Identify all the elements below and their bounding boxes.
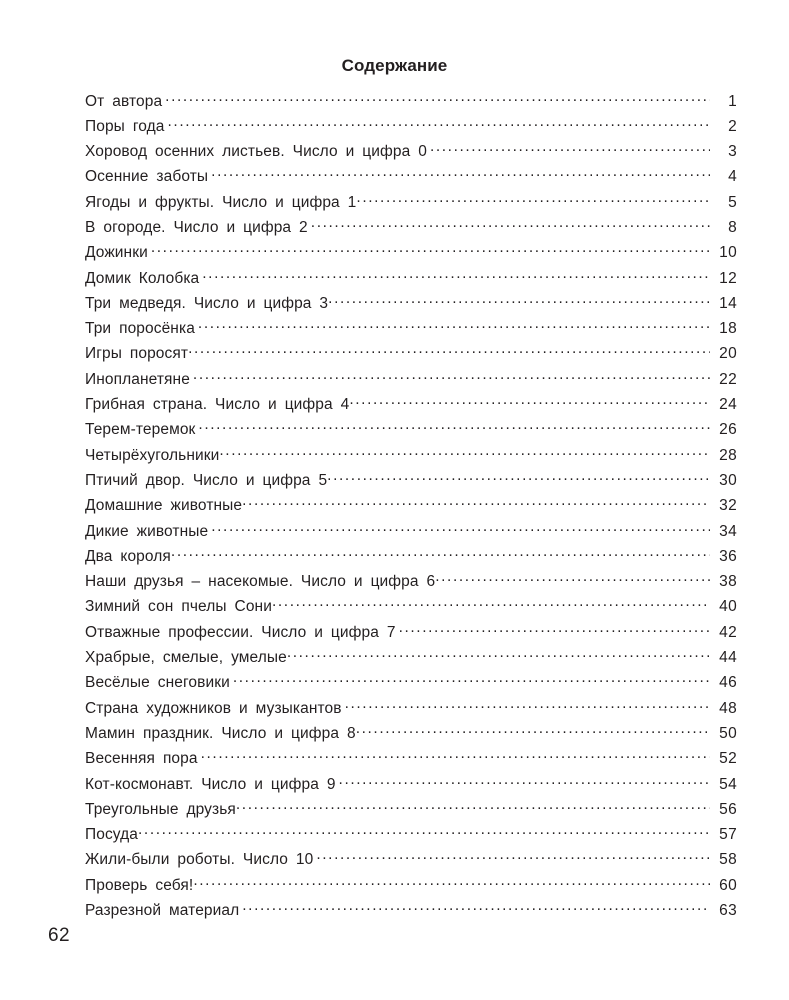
toc-dot-leader [327,469,710,485]
toc-dot-leader [168,115,711,131]
toc-dot-leader [219,444,710,460]
toc-entry-title: Инопланетяне [85,370,190,388]
toc-entry-title: Игры поросят [85,345,189,363]
toc-entry-title: Отважные профессии. Число и цифра 7 [85,623,396,641]
toc-entry-page-number: 22 [719,370,737,388]
toc-entry[interactable] [85,216,737,241]
toc-entry[interactable] [85,90,737,115]
toc-dot-leader [242,495,710,511]
toc-dot-leader [236,798,710,814]
toc-entry-page-number: 52 [719,750,737,768]
toc-entry-title: Хоровод осенних листьев. Число и цифра 0 [85,143,427,161]
toc-entry[interactable] [85,469,737,494]
toc-entry-page-number: 10 [719,244,737,262]
toc-entry-title: Три поросёнка [85,320,195,338]
toc-dot-leader [198,419,710,435]
toc-entry-title: От автора [85,92,163,110]
toc-entry[interactable] [85,292,737,317]
toc-entry[interactable] [85,419,737,444]
toc-entry-title: В огороде. Число и цифра 2 [85,218,308,236]
toc-entry[interactable] [85,267,737,292]
toc-entry-page-number: 8 [728,218,737,236]
toc-dot-leader [430,141,710,157]
toc-entry[interactable] [85,191,737,216]
toc-entry[interactable] [85,824,737,849]
toc-entry[interactable] [85,773,737,798]
toc-entry-page-number: 3 [728,143,737,161]
toc-dot-leader [151,242,710,258]
toc-dot-leader [339,773,710,789]
toc-entry[interactable] [85,394,737,419]
toc-entry-title: Наши друзья – насекомые. Число и цифра 6 [85,573,436,591]
toc-entry-page-number: 50 [719,724,737,742]
toc-dot-leader [193,368,710,384]
toc-entry[interactable] [85,571,737,596]
toc-entry[interactable] [85,672,737,697]
toc-dot-leader [316,849,710,865]
toc-entry-title: Жили-были роботы. Число 10 [85,851,314,869]
toc-entry-title: Дикие животные [85,522,209,540]
toc-dot-leader [435,571,710,587]
toc-dot-leader [171,545,710,561]
toc-entry-title: Домашние животные [85,497,243,515]
toc-entry-title: Храбрые, смелые, умелые [85,649,287,667]
toc-entry-page-number: 12 [719,269,737,287]
toc-entry[interactable] [85,722,737,747]
toc-entry[interactable] [85,242,737,267]
toc-entry-title: Три медведя. Число и цифра 3 [85,294,329,312]
toc-dot-leader [356,722,710,738]
toc-entry-page-number: 42 [719,623,737,641]
toc-entry[interactable] [85,318,737,343]
toc-dot-leader [233,672,710,688]
toc-entry-page-number: 48 [719,699,737,717]
toc-entry-title: Страна художников и музыкантов [85,699,342,717]
toc-entry-page-number: 40 [719,598,737,616]
toc-entry-page-number: 20 [719,345,737,363]
toc-entry[interactable] [85,141,737,166]
toc-entry-page-number: 26 [719,421,737,439]
toc-entry[interactable] [85,444,737,469]
toc-entry-page-number: 4 [728,168,737,186]
toc-entry-title: Проверь себя! [85,876,194,894]
toc-entry-title: Треугольные друзья [85,800,236,818]
toc-dot-leader [201,748,710,764]
toc-entry-title: Ягоды и фрукты. Число и цифра 1 [85,193,357,211]
toc-entry[interactable] [85,697,737,722]
toc-entry[interactable] [85,368,737,393]
toc-entry-page-number: 54 [719,775,737,793]
toc-entry-page-number: 34 [719,522,737,540]
toc-dot-leader [202,267,710,283]
page-title: Содержание [341,56,448,75]
toc-dot-leader [345,697,710,713]
toc-entry-page-number: 44 [719,649,737,667]
toc-entry[interactable] [85,115,737,140]
toc-entry[interactable] [85,798,737,823]
toc-entry[interactable] [85,748,737,773]
toc-entry-title: Осенние заботы [85,168,209,186]
toc-entry-title: Птичий двор. Число и цифра 5 [85,471,328,489]
table-of-contents-list [85,90,737,925]
toc-entry-title: Терем-теремок [85,421,196,439]
toc-dot-leader [272,596,710,612]
toc-entry-title: Разрезной материал [85,902,240,919]
toc-entry-title: Два короля [85,547,171,565]
toc-entry-title: Домик Колобка [85,269,200,287]
toc-entry-page-number: 14 [719,294,737,312]
toc-entry-page-number: 58 [719,851,737,869]
toc-entry[interactable] [85,545,737,570]
toc-entry[interactable] [85,596,737,621]
toc-entry-page-number: 46 [719,674,737,692]
toc-entry-title: Дожинки [85,244,148,262]
toc-dot-leader [193,874,710,890]
toc-entry-title: Поры года [85,117,165,135]
toc-entry-page-number: 24 [719,396,737,414]
toc-entry[interactable] [85,495,737,520]
toc-dot-leader [287,647,710,663]
page-folio-number: 62 [48,925,70,946]
toc-dot-leader [242,900,710,916]
toc-entry[interactable] [85,849,737,874]
toc-entry-page-number: 32 [719,497,737,515]
toc-dot-leader [211,520,710,536]
toc-entry-page-number: 63 [719,902,737,919]
toc-entry[interactable] [85,874,737,899]
toc-entry[interactable] [85,343,737,368]
toc-entry-title: Весёлые снеговики [85,674,230,692]
toc-dot-leader [349,394,710,410]
toc-dot-leader [188,343,710,359]
toc-entry-page-number: 56 [719,800,737,818]
toc-entry[interactable] [85,900,737,925]
toc-entry-title: Посуда [85,826,139,844]
toc-entry[interactable] [85,621,737,646]
toc-entry-page-number: 60 [719,876,737,894]
toc-dot-leader [198,318,710,334]
toc-entry-title: Четырёхугольники [85,446,220,464]
toc-dot-leader [138,824,710,840]
toc-entry-page-number: 38 [719,573,737,591]
toc-dot-leader [399,621,710,637]
toc-entry-title: Мамин праздник. Число и цифра 8 [85,724,356,742]
toc-dot-leader [356,191,710,207]
toc-entry[interactable] [85,166,737,191]
toc-entry-page-number: 57 [719,826,737,844]
toc-entry-page-number: 1 [728,92,737,110]
toc-entry-title: Весенняя пора [85,750,198,768]
toc-dot-leader [165,90,710,106]
toc-entry-page-number: 36 [719,547,737,565]
toc-entry-page-number: 2 [728,117,737,135]
toc-entry-title: Грибная страна. Число и цифра 4 [85,396,350,414]
toc-entry-page-number: 5 [728,193,737,211]
toc-dot-leader [211,166,710,182]
toc-entry[interactable] [85,520,737,545]
toc-dot-leader [328,292,710,308]
toc-dot-leader [311,216,710,232]
toc-entry[interactable] [85,647,737,672]
toc-entry-title: Зимний сон пчелы Сони [85,598,272,616]
toc-entry-page-number: 28 [719,446,737,464]
toc-entry-title: Кот-космонавт. Число и цифра 9 [85,775,336,793]
toc-entry-page-number: 30 [719,471,737,489]
toc-entry-page-number: 18 [719,320,737,338]
